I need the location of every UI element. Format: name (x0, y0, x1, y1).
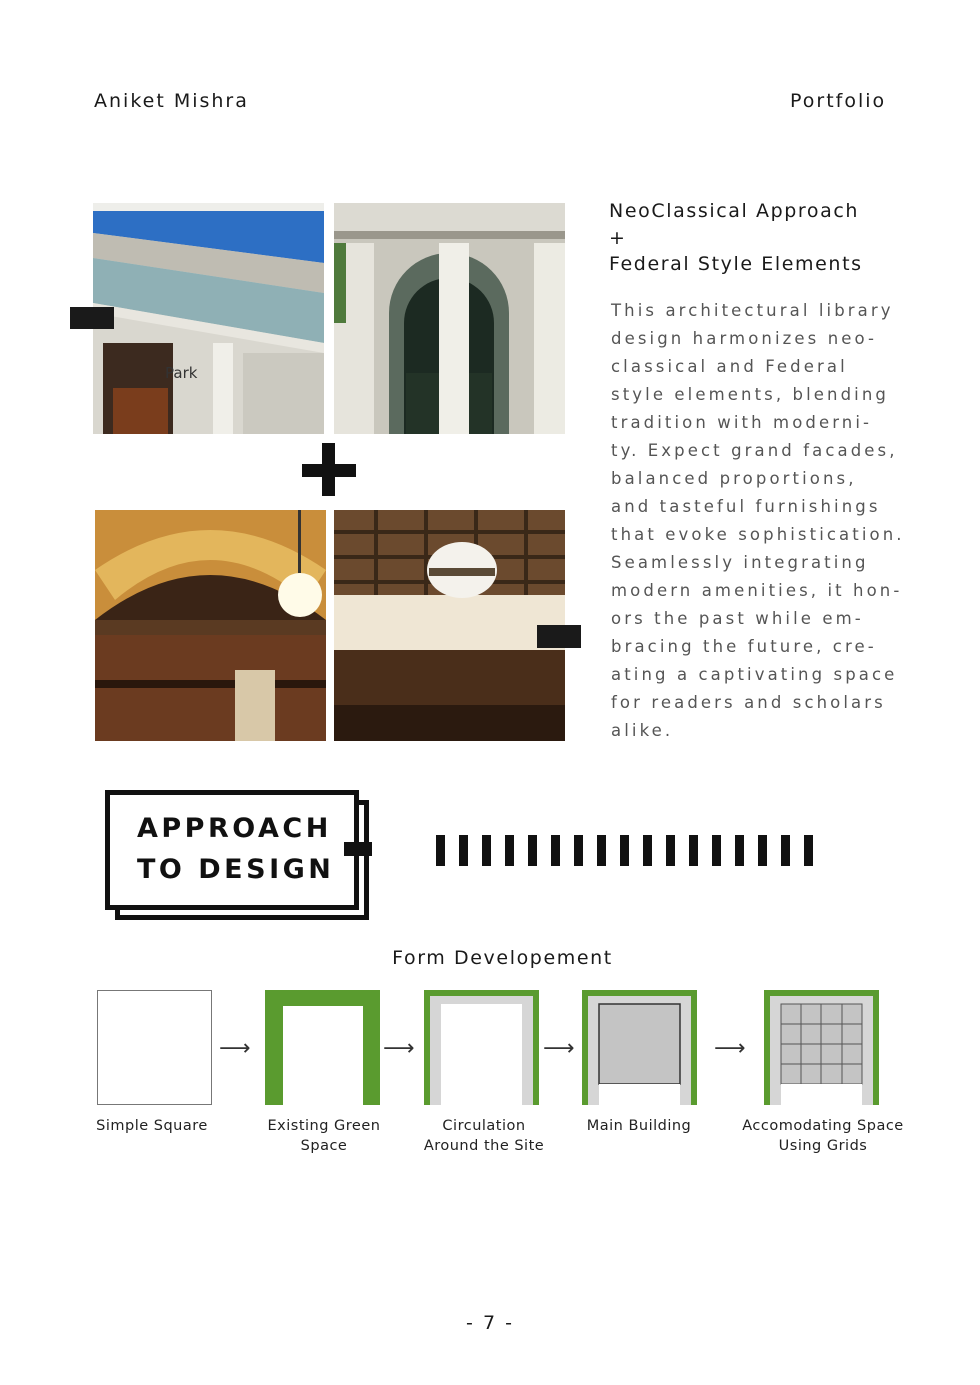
description-line: alike. (611, 721, 674, 740)
description-line: ty. Expect grand facades, (611, 441, 898, 460)
arrow-icon: ⟶ (383, 1036, 415, 1061)
plus-icon-v (322, 443, 335, 496)
caption-line2: Around the Site (423, 1138, 545, 1154)
step-caption (569, 1116, 709, 1136)
caption-line1: Circulation (442, 1118, 526, 1134)
description-line: and tasteful furnishings (611, 497, 881, 516)
decor-black-tab (537, 625, 581, 648)
description-line: This architectural library (611, 301, 894, 320)
step-caption (254, 1116, 394, 1156)
author-name: Aniket Mishra (94, 90, 249, 112)
stripe (804, 835, 813, 866)
step-grids (764, 990, 879, 1105)
stripe (528, 835, 537, 866)
description-line: design harmonizes neo- (611, 329, 878, 348)
step-green-space (265, 990, 380, 1105)
concept-title-line3: Federal Style Elements (609, 253, 863, 275)
description-line: style elements, blending (611, 385, 889, 404)
photo-exterior-facade (93, 203, 324, 434)
stripe (436, 835, 445, 866)
stripe (505, 835, 514, 866)
step-simple-square (97, 990, 212, 1105)
caption-line1: Accomodating Space (742, 1118, 904, 1134)
caption-line1: Main Building (586, 1118, 692, 1134)
photo-reading-hall (334, 510, 565, 741)
section-title: Portfolio (790, 90, 887, 112)
stripe (482, 835, 491, 866)
stripe (620, 835, 629, 866)
stripe (666, 835, 675, 866)
caption-line1: Existing Green (267, 1118, 381, 1134)
stripe (735, 835, 744, 866)
decor-black-tab (70, 307, 114, 329)
stripe (758, 835, 767, 866)
description-line: bracing the future, cre- (611, 637, 877, 656)
description-line: ating a captivating space (611, 665, 898, 684)
concept-title-line1: NeoClassical Approach (609, 200, 860, 222)
decor-stripes (436, 835, 813, 866)
arrow-icon: ⟶ (714, 1036, 746, 1061)
arrow-icon: ⟶ (219, 1036, 251, 1061)
arrow-icon: ⟶ (543, 1036, 575, 1061)
photo-domed-reading-room (95, 510, 326, 741)
description-line: modern amenities, it hon- (611, 581, 903, 600)
approach-heading (137, 808, 334, 890)
step-main-building (582, 990, 697, 1105)
caption-line1: Simple Square (96, 1118, 208, 1134)
step-caption (409, 1116, 559, 1156)
form-development-title: Form Developement (392, 947, 613, 969)
step-circulation (424, 990, 539, 1105)
approach-tab (344, 842, 372, 856)
caption-line2: Space (300, 1138, 348, 1154)
stripe (551, 835, 560, 866)
description-line: Seamlessly integrating (611, 553, 869, 572)
stripe (597, 835, 606, 866)
photo-overlay-text: Park (165, 364, 198, 382)
description-line: ors the past while em- (611, 609, 864, 628)
concept-title (609, 198, 863, 278)
photo-columns-entrance (334, 203, 565, 434)
stripe (712, 835, 721, 866)
concept-description (611, 297, 911, 745)
description-line: that evoke sophistication. (611, 525, 905, 544)
caption-line2: Using Grids (778, 1138, 868, 1154)
step-caption (738, 1116, 908, 1156)
description-line: balanced proportions, (611, 469, 857, 488)
page-number: - 7 - (466, 1312, 514, 1334)
concept-title-plus: + (609, 226, 627, 249)
stripe (689, 835, 698, 866)
description-line: classical and Federal (611, 357, 848, 376)
description-line: tradition with moderni- (611, 413, 873, 432)
stripe (574, 835, 583, 866)
stripe (781, 835, 790, 866)
stripe (459, 835, 468, 866)
stripe (643, 835, 652, 866)
approach-line2: TO DESIGN (137, 854, 335, 885)
description-line: for readers and scholars (611, 693, 886, 712)
approach-line1: APPROACH (137, 813, 332, 844)
step-caption (82, 1116, 222, 1136)
